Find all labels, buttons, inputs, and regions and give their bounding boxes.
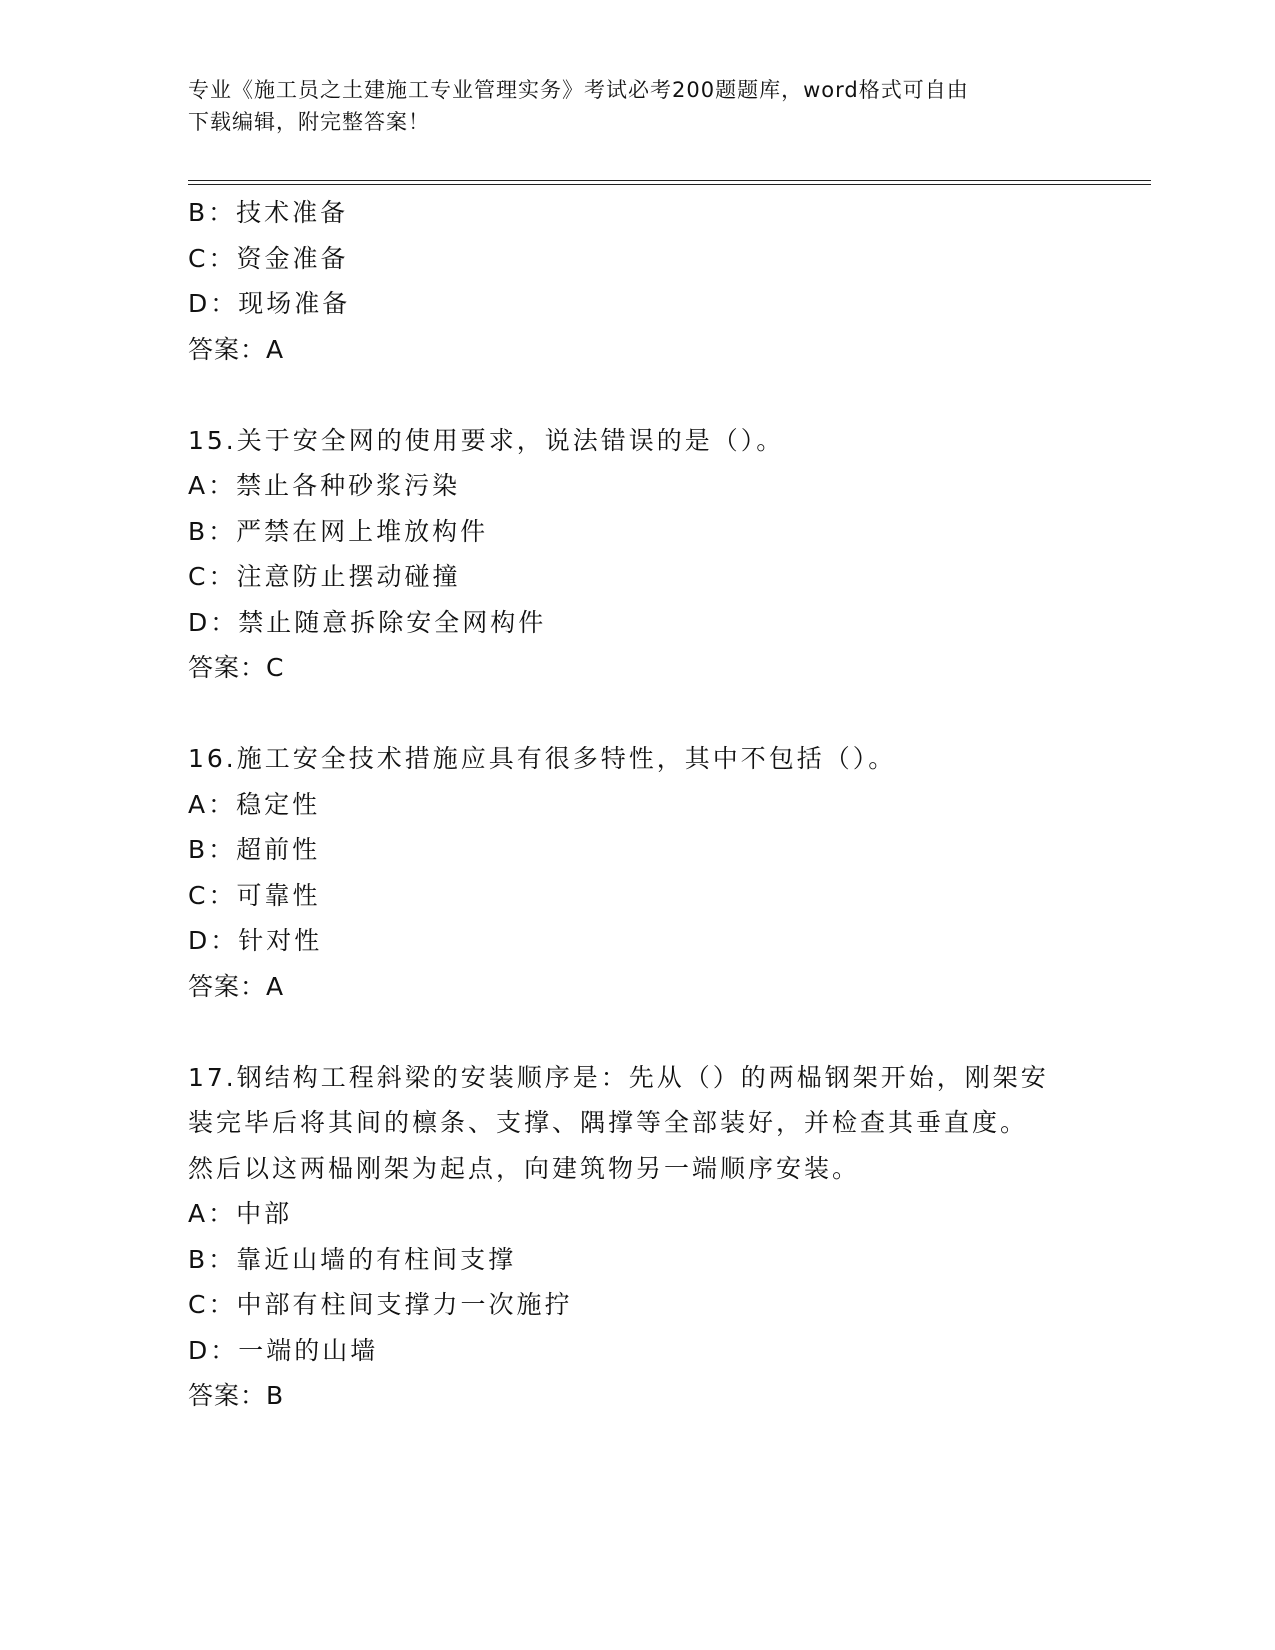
option-b: B：技术准备 xyxy=(188,198,349,227)
question-stem: 16.施工安全技术措施应具有很多特性，其中不包括（）。 xyxy=(188,744,897,773)
option-b: B：严禁在网上堆放构件 xyxy=(188,516,489,546)
header-line-1: 专业《施工员之土建施工专业管理实务》考试必考200题题库，word格式可自由 xyxy=(188,78,969,102)
option-d: D：一端的山墙 xyxy=(188,1335,379,1365)
answer: 答案：A xyxy=(188,334,285,364)
question-14-continued xyxy=(188,190,1088,372)
question-stem-line-1: 17.钢结构工程斜梁的安装顺序是：先从（）的两榀钢架开始，刚架安 xyxy=(188,1062,1049,1092)
question-stem: 15.关于安全网的使用要求，说法错误的是（）。 xyxy=(188,425,785,455)
option-a: A：禁止各种砂浆污染 xyxy=(188,471,461,500)
header-divider-bottom xyxy=(188,184,1151,185)
answer: 答案：A xyxy=(188,971,285,1001)
option-d: D：现场准备 xyxy=(188,289,351,318)
option-a: A：中部 xyxy=(188,1199,293,1228)
question-16 xyxy=(188,736,1088,1009)
option-c: C：注意防止摆动碰撞 xyxy=(188,562,461,591)
option-d: D：针对性 xyxy=(188,926,323,955)
option-b: B：靠近山墙的有柱间支撑 xyxy=(188,1244,517,1274)
header-divider-top xyxy=(188,180,1151,181)
spacer xyxy=(188,691,1088,737)
header-line-2: 下载编辑，附完整答案！ xyxy=(188,110,430,134)
option-c: C：中部有柱间支撑力一次施拧 xyxy=(188,1290,573,1319)
question-stem-line-2: 装完毕后将其间的檩条、支撑、隅撑等全部装好，并检查其垂直度。 xyxy=(188,1108,1029,1137)
question-17 xyxy=(188,1055,1088,1419)
spacer xyxy=(188,1009,1088,1055)
question-stem-line-3: 然后以这两榀刚架为起点，向建筑物另一端顺序安装。 xyxy=(188,1153,861,1183)
option-c: C：可靠性 xyxy=(188,880,321,910)
answer: 答案：C xyxy=(188,653,285,682)
option-c: C：资金准备 xyxy=(188,243,349,273)
option-b: B：超前性 xyxy=(188,835,321,864)
option-d: D：禁止随意拆除安全网构件 xyxy=(188,607,547,637)
option-a: A：稳定性 xyxy=(188,789,321,819)
answer: 答案：B xyxy=(188,1381,285,1410)
document-header xyxy=(188,74,1088,138)
question-list xyxy=(188,190,1088,1419)
spacer xyxy=(188,372,1088,418)
question-15 xyxy=(188,418,1088,691)
